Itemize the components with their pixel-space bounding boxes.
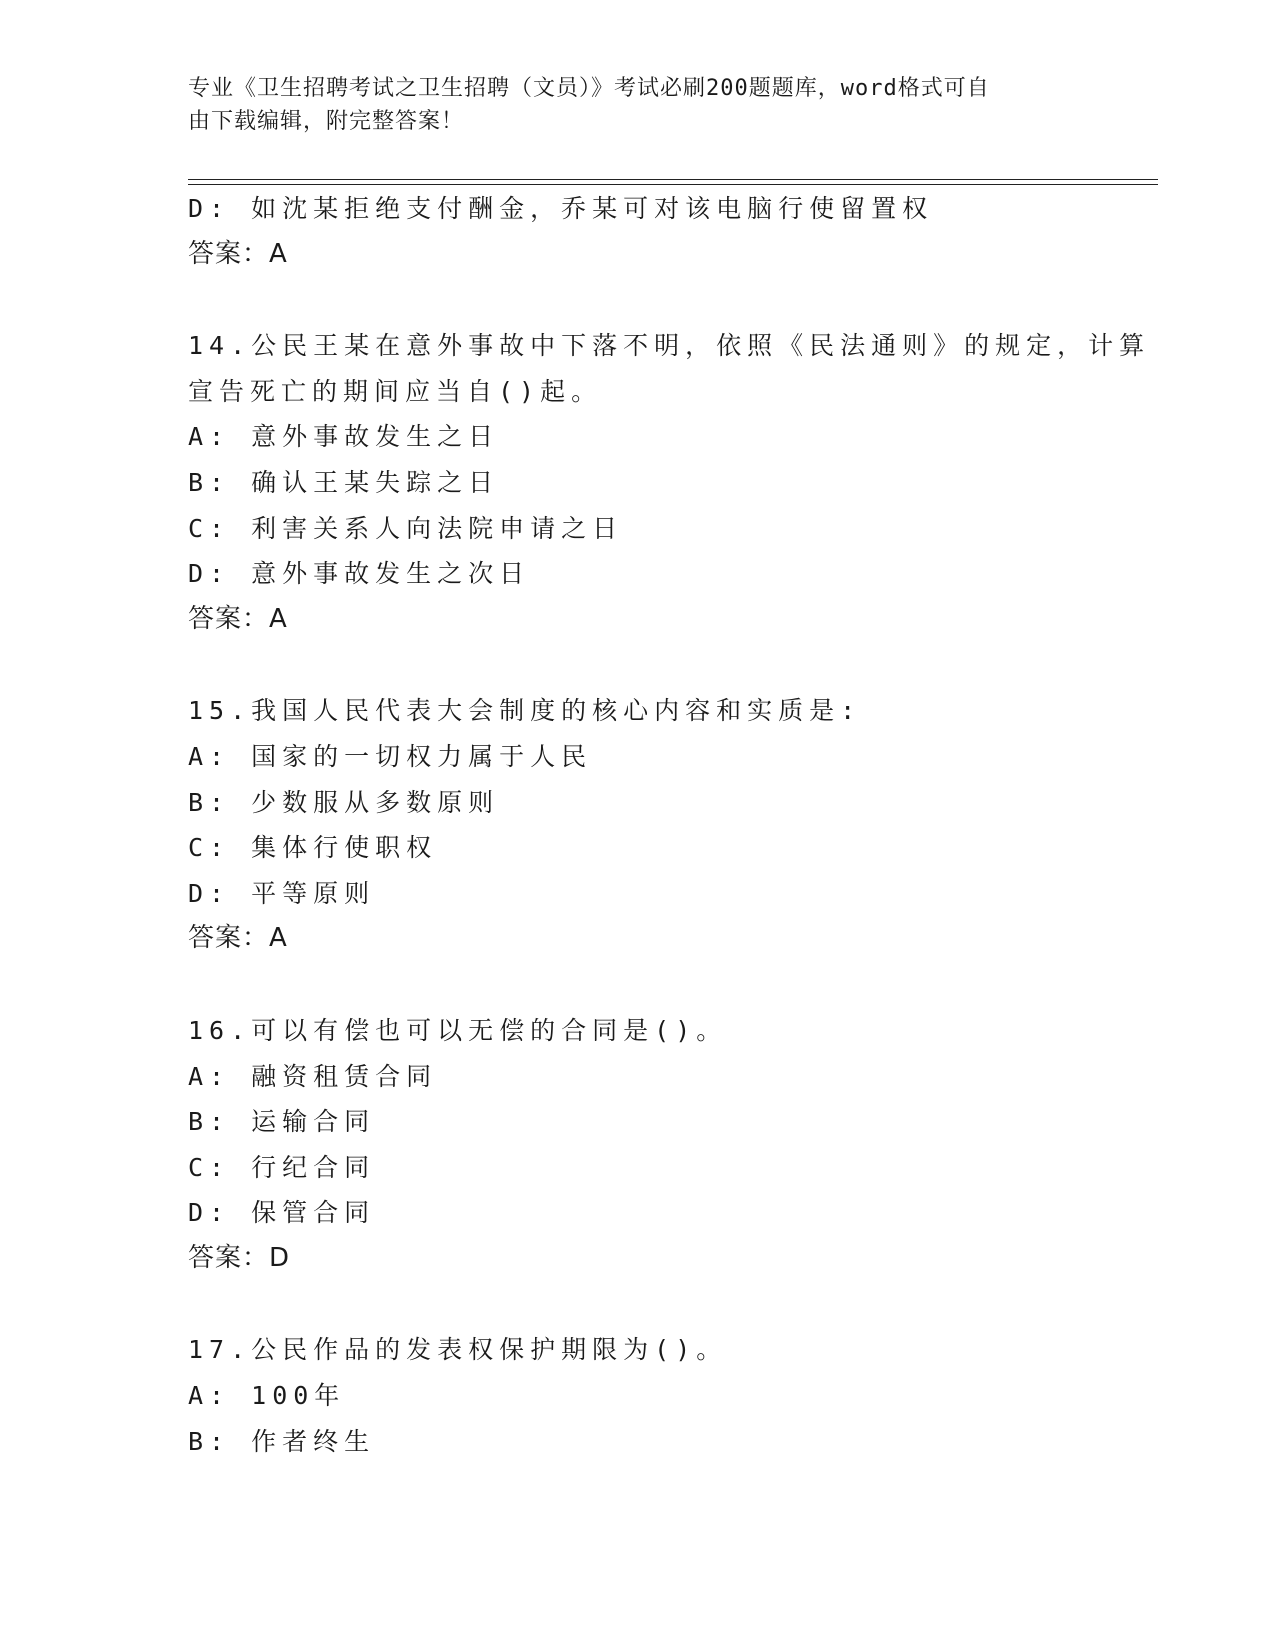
question-list [188, 186, 1151, 1464]
question-stem: 15.我国人民代表大会制度的核心内容和实质是: [188, 696, 862, 726]
question-15 [188, 688, 1128, 962]
option-c: C: 行纪合同 [188, 1152, 376, 1182]
option-d: D: 意外事故发生之次日 [188, 559, 531, 589]
question-stem-line-2: 宣告死亡的期间应当自()起。 [188, 376, 603, 406]
spacer [188, 1281, 1128, 1327]
header-line-1: 专业《卫生招聘考试之卫生招聘（文员）》考试必刷200题题库，word格式可自 [188, 76, 990, 101]
option-d: D: 如沈某拒绝支付酬金，乔某可对该电脑行使留置权 [188, 194, 934, 223]
option-c: C: 利害关系人向法院申请之日 [188, 513, 624, 543]
answer: 答案：A [188, 603, 288, 634]
spacer [188, 962, 1128, 1008]
header-line-2: 由下载编辑，附完整答案！ [188, 109, 465, 134]
question-stem: 17.公民作品的发表权保护期限为()。 [188, 1335, 728, 1365]
option-a: A: 融资租赁合同 [188, 1061, 438, 1091]
question-stem-line-1: 14.公民王某在意外事故中下落不明，依照《民法通则》的规定，计算 [188, 331, 1151, 361]
option-a: A: 国家的一切权力属于人民 [188, 741, 593, 771]
question-stem: 16.可以有偿也可以无偿的合同是()。 [188, 1015, 728, 1045]
header-divider-bottom [188, 184, 1158, 185]
header-divider-top [188, 179, 1158, 180]
option-a: A: 意外事故发生之日 [188, 422, 500, 452]
option-b: B: 运输合同 [188, 1107, 376, 1137]
question-16 [188, 1008, 1128, 1282]
option-b: B: 作者终生 [188, 1426, 376, 1456]
answer: 答案：A [188, 238, 288, 269]
option-b: B: 确认王某失踪之日 [188, 467, 500, 497]
question-17 [188, 1327, 1128, 1464]
question-13 [188, 186, 1128, 277]
document-header [188, 72, 1088, 138]
option-d: D: 平等原则 [188, 878, 376, 908]
option-d: D: 保管合同 [188, 1198, 376, 1228]
spacer [188, 642, 1128, 688]
answer: 答案：D [188, 1242, 291, 1273]
option-a: A: 100年 [188, 1381, 346, 1411]
option-b: B: 少数服从多数原则 [188, 787, 500, 817]
option-c: C: 集体行使职权 [188, 833, 438, 863]
answer: 答案：A [188, 923, 288, 954]
question-14 [188, 323, 1151, 642]
spacer [188, 277, 1128, 323]
